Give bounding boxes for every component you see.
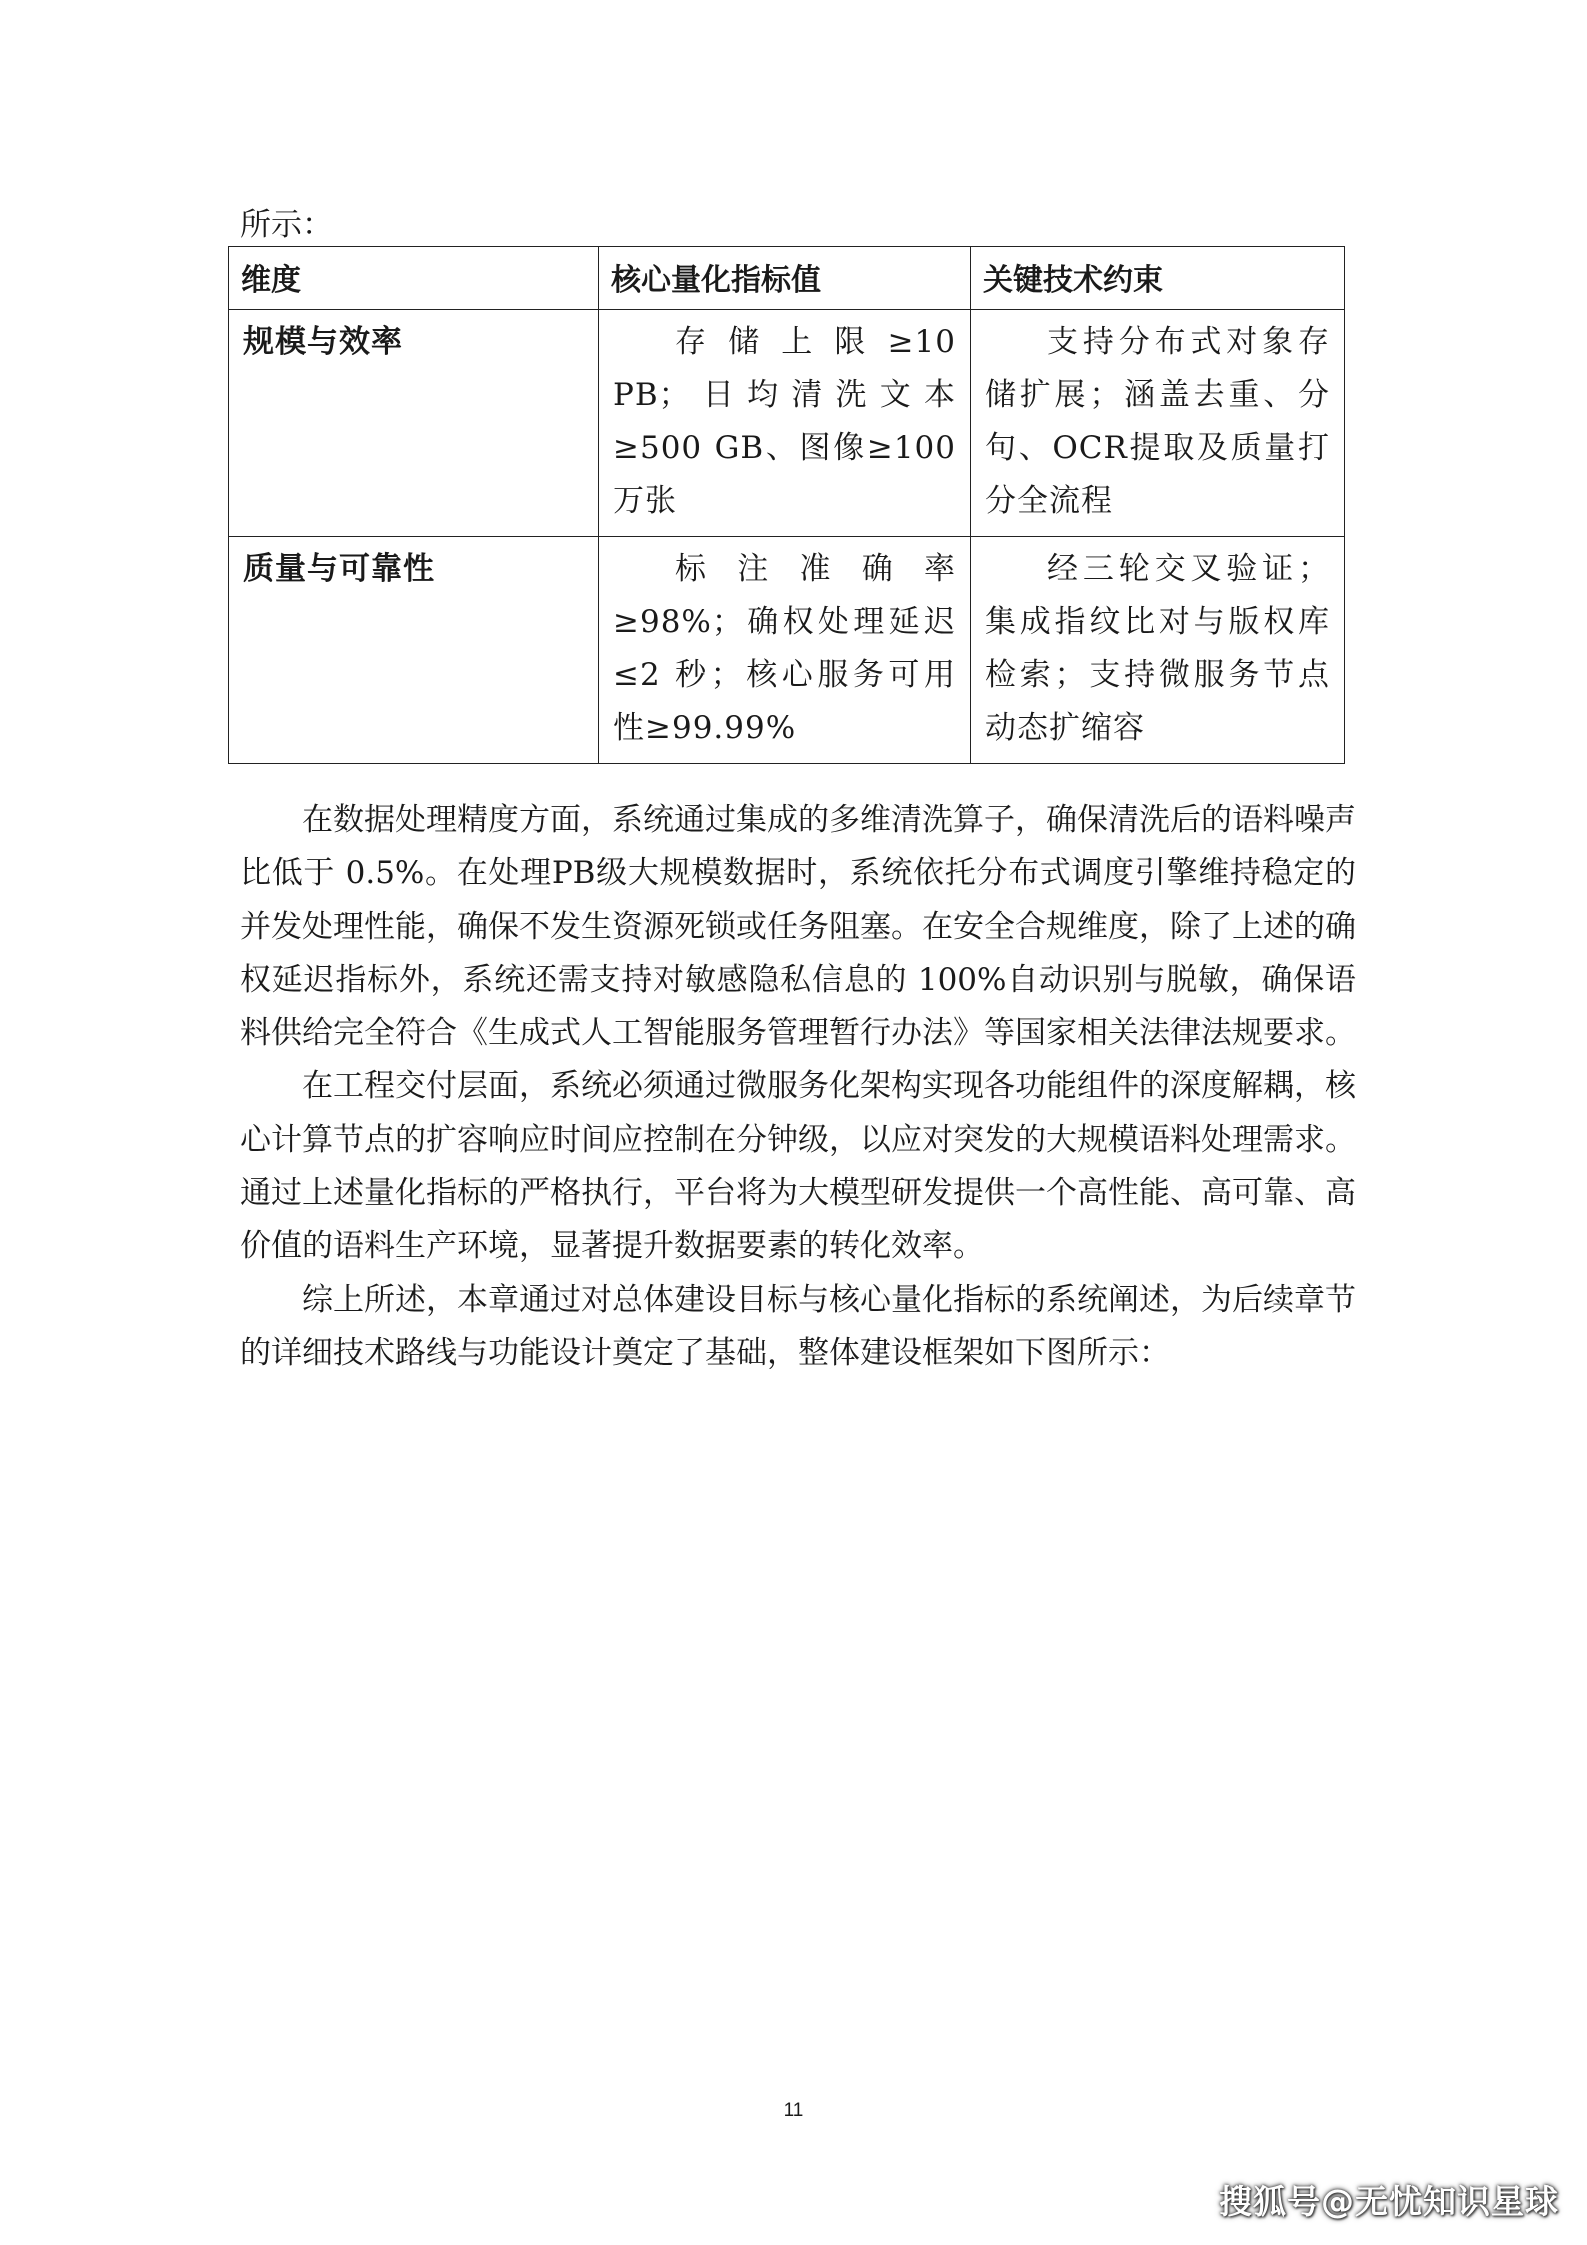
paragraph: 综上所述，本章通过对总体建设目标与核心量化指标的系统阐述，为后续章节的详细技术路线与功能设计奠定了基础，整体建设框架如下图所示：: [240, 1281, 1356, 1371]
row-constraints: 经三轮交叉验证；集成指纹比对与版权库检索；支持微服务节点动态扩缩容: [971, 537, 1345, 764]
watermark: 搜狐号@无忧知识星球: [1219, 2182, 1559, 2221]
header-dimension: 维度: [229, 247, 599, 310]
page-number: 11: [783, 2100, 804, 2121]
table-row: [229, 537, 1345, 764]
row-constraints: 支持分布式对象存储扩展；涵盖去重、分句、OCR提取及质量打分全流程: [971, 310, 1345, 537]
table-row: [229, 310, 1345, 537]
lead-text: 所示：: [240, 207, 333, 243]
row-metrics: 存储上限≥10 PB；日均清洗文本≥500 GB、图像≥100 万张: [599, 310, 971, 537]
metrics-table: [228, 246, 1345, 764]
row-dimension: 质量与可靠性: [229, 537, 599, 764]
header-metrics: 核心量化指标值: [599, 247, 971, 310]
row-dimension: 规模与效率: [229, 310, 599, 537]
body-text: [240, 794, 1356, 1380]
row-metrics: 标注准确率≥98%；确权处理延迟≤2 秒；核心服务可用性≥99.99%: [599, 537, 971, 764]
table-header-row: [229, 247, 1345, 310]
paragraph: 在工程交付层面，系统必须通过微服务化架构实现各功能组件的深度解耦，核心计算节点的扩容响应时间应控制在分钟级，以应对突发的大规模语料处理需求。通过上述量化指标的严格执行，平台将为大模型研发提供一个高性能、高可靠、高价值的语料生产环境，显著提升数据要素的转化效率。: [240, 1068, 1356, 1265]
header-constraints: 关键技术约束: [971, 247, 1345, 310]
paragraph: 在数据处理精度方面，系统通过集成的多维清洗算子，确保清洗后的语料噪声比低于 0.5%。在处理PB级大规模数据时，系统依托分布式调度引擎维持稳定的并发处理性能，确保不发生资源死锁或任务阻塞。在安全合规维度，除了上述的确权延迟指标外，系统还需支持对敏感隐私信息的 100%自动识别与脱敏，确保语料供给完全符合《生成式人工智能服务管理暂行办法》等国家相关法律法规要求。: [240, 802, 1356, 1052]
